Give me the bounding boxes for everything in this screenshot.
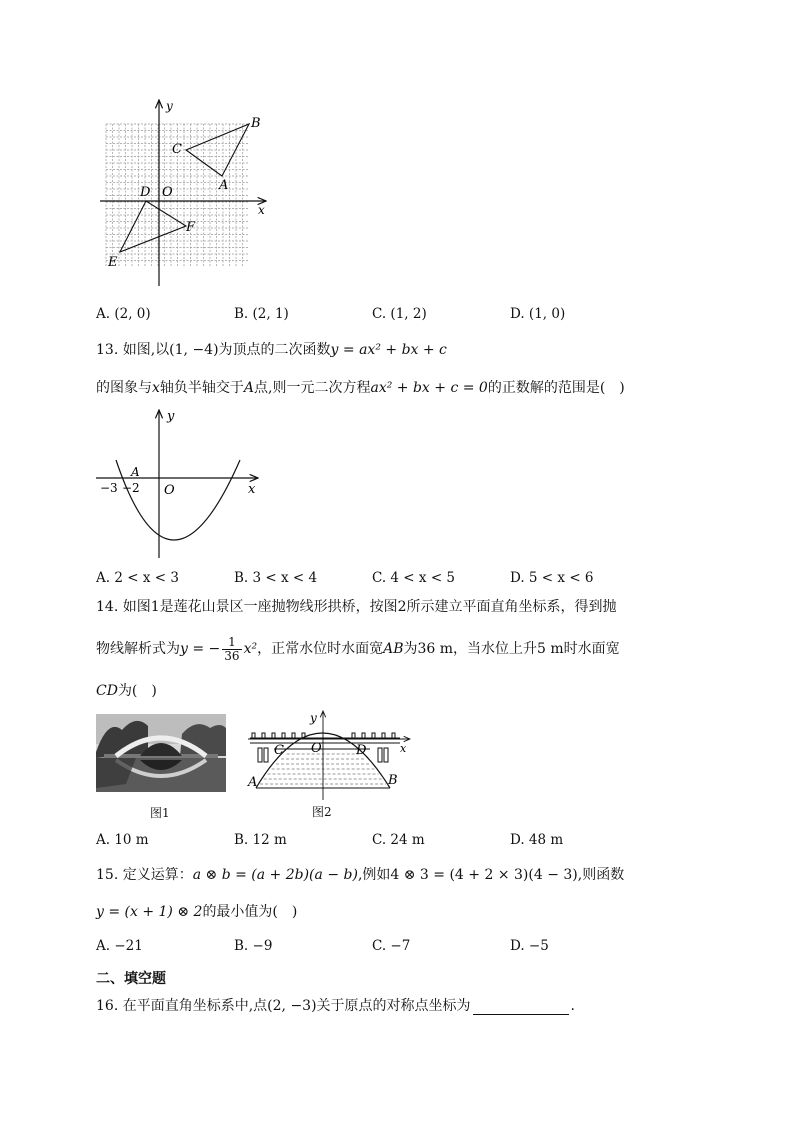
q12-option-b[interactable]: B. (2, 1) xyxy=(234,306,289,322)
right-pier-2 xyxy=(384,748,388,762)
tick-neg3: −3 xyxy=(100,481,118,495)
q16-line xyxy=(96,997,575,1015)
q16-pre: 在平面直角坐标系中,点 xyxy=(122,998,268,1014)
q13-line2-a: 轴负半轴交于 xyxy=(159,380,244,396)
label-y: y xyxy=(166,99,173,113)
q14-option-d[interactable]: D. 48 m xyxy=(510,832,564,848)
label-d: D xyxy=(140,185,151,200)
q15-end: ,则函数 xyxy=(577,867,625,883)
label-o: O xyxy=(164,483,175,498)
q14-rise-val: 5 m xyxy=(537,641,564,657)
label-c: C xyxy=(172,142,182,157)
q14-func-lhs: y = − xyxy=(180,641,221,657)
label-a: A xyxy=(248,775,258,790)
q16-number: 16. xyxy=(96,998,119,1014)
left-pier-2 xyxy=(264,748,268,762)
q13-x-var: x xyxy=(152,380,160,396)
section-title: 二、填空题 xyxy=(96,971,166,987)
q15-option-b[interactable]: B. −9 xyxy=(234,938,273,954)
q13-option-b[interactable]: B. 3 < x < 4 xyxy=(234,570,318,586)
right-pier-1 xyxy=(378,748,382,762)
fig2-caption: 图2 xyxy=(312,805,332,819)
tick-neg2: −2 xyxy=(122,481,140,495)
bridge-diagram xyxy=(244,708,412,800)
q14-fraction xyxy=(222,636,241,663)
label-e: E xyxy=(108,255,118,270)
q13-line2-pre: 的图象与 xyxy=(96,380,152,396)
q15-option-d[interactable]: D. −5 xyxy=(510,938,549,954)
q15-line2-end: 的最小值为( ) xyxy=(202,904,298,920)
q13-option-d[interactable]: D. 5 < x < 6 xyxy=(510,570,594,586)
label-o: O xyxy=(311,741,322,756)
q14-width-val: 36 m xyxy=(417,641,454,657)
q13-a-var: A xyxy=(243,380,255,396)
bridge-photo xyxy=(96,714,226,792)
label-d: D xyxy=(356,743,367,758)
q15-option-a[interactable]: A. −21 xyxy=(96,938,143,954)
q14-frac-num: 1 xyxy=(222,636,241,650)
q14-frac-den: 36 xyxy=(224,648,240,663)
label-y: y xyxy=(310,711,317,725)
q16-answer-blank[interactable] xyxy=(473,1000,569,1015)
q14-line1 xyxy=(96,598,617,616)
q15-example: 4 ⊗ 3 = (4 + 2 × 3)(4 − 3) xyxy=(390,867,578,883)
q13-func: y = ax² + bx + c xyxy=(330,342,447,358)
q14-option-b[interactable]: B. 12 m xyxy=(234,832,287,848)
left-pier-1 xyxy=(258,748,262,762)
q13-line2-c: 的正数解的范围是( ) xyxy=(487,380,625,396)
grid-figure xyxy=(96,96,276,290)
q14-line2-mid: ，正常水位时水面宽 xyxy=(257,641,384,657)
q14-option-c[interactable]: C. 24 m xyxy=(372,832,425,848)
label-x: x xyxy=(400,742,407,755)
q15-func: y = (x + 1) ⊗ 2 xyxy=(96,904,203,920)
q14-cd: CD xyxy=(96,683,118,699)
q15-line1 xyxy=(96,866,624,884)
q13-vertex: (1, −4) xyxy=(169,342,219,358)
label-o: O xyxy=(162,185,173,200)
q15-number: 15. xyxy=(96,867,119,883)
q12-option-d[interactable]: D. (1, 0) xyxy=(510,306,566,322)
q14-line2-end2: 时水面宽 xyxy=(563,641,620,657)
q14-line3 xyxy=(96,682,157,700)
q16-point: (2, −3) xyxy=(267,998,317,1014)
q14-ab: AB xyxy=(383,641,404,657)
label-c: C xyxy=(274,743,284,758)
q16-end: . xyxy=(570,998,575,1014)
label-x: x xyxy=(258,203,265,217)
parabola-figure xyxy=(92,406,264,562)
fig1-caption: 图1 xyxy=(150,806,170,820)
q15-pre: 定义运算： xyxy=(122,867,193,883)
q15-mid: ,例如 xyxy=(357,867,391,883)
q16-mid: 关于原点的对称点坐标为 xyxy=(316,998,471,1014)
q13-pre: 如图,以 xyxy=(122,342,170,358)
q13-line1 xyxy=(96,341,447,359)
q14-line2 xyxy=(96,634,620,664)
q13-line2 xyxy=(96,379,625,397)
label-b: B xyxy=(388,773,398,788)
q14-option-a[interactable]: A. 10 m xyxy=(96,832,149,848)
q14-line3-end: 为( ) xyxy=(117,683,157,699)
q13-number: 13. xyxy=(96,342,119,358)
q15-def: a ⊗ b = (a + 2b)(a − b) xyxy=(192,867,358,883)
label-b: B xyxy=(251,116,261,131)
q14-line2-mid2: 为 xyxy=(403,641,418,657)
q13-option-c[interactable]: C. 4 < x < 5 xyxy=(372,570,456,586)
q12-option-c[interactable]: C. (1, 2) xyxy=(372,306,427,322)
q15-line2 xyxy=(96,903,297,921)
q14-line2-end: ，当水位上升 xyxy=(453,641,538,657)
railing-posts xyxy=(252,733,395,738)
label-a: A xyxy=(131,465,140,479)
q15-option-c[interactable]: C. −7 xyxy=(372,938,411,954)
label-f: F xyxy=(186,220,196,235)
q14-func-rhs: x² xyxy=(243,641,258,657)
label-a: A xyxy=(219,178,229,193)
label-x: x xyxy=(248,482,256,497)
q12-option-a[interactable]: A. (2, 0) xyxy=(96,306,151,322)
q14-number: 14. xyxy=(96,599,119,615)
label-y: y xyxy=(167,409,175,424)
q14-line2-pre: 物线解析式为 xyxy=(96,641,180,657)
q13-option-a[interactable]: A. 2 < x < 3 xyxy=(96,570,179,586)
q13-mid: 为顶点的二次函数 xyxy=(218,342,331,358)
q13-equation: ax² + bx + c = 0 xyxy=(370,380,488,396)
q13-line2-b: 点,则一元二次方程 xyxy=(254,380,371,396)
q14-line1-text: 如图1是莲花山景区一座抛物线形拱桥，按图2所示建立平面直角坐标系，得到抛 xyxy=(122,599,617,615)
